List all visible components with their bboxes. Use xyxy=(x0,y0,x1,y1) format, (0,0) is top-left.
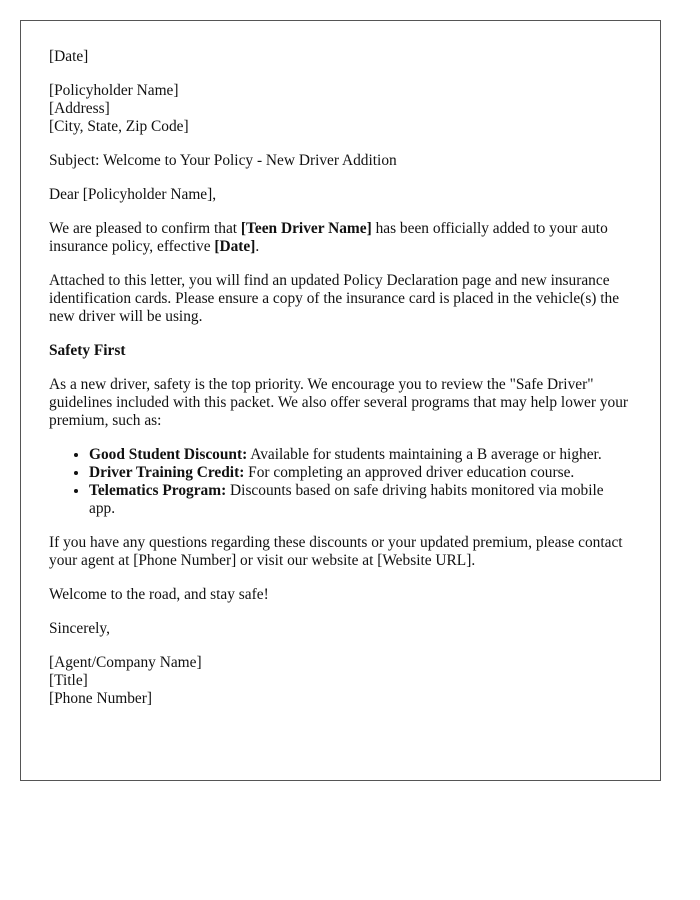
safety-heading: Safety First xyxy=(49,342,126,359)
contact-paragraph: If you have any questions regarding these discounts or your updated premium, please contact your agent at [Phone Number] or visit our website at [Website URL]. xyxy=(49,534,623,569)
signature-block xyxy=(49,654,632,708)
program-text: For completing an approved driver education course. xyxy=(244,464,575,481)
program-list-item xyxy=(89,464,632,482)
attachments-paragraph: Attached to this letter, you will find an updated Policy Declaration page and new insurance identification cards. Please ensure a copy of the insurance card is placed in the vehicle(s) the new driver will be using. xyxy=(49,272,620,325)
signature-title: [Title] xyxy=(49,672,88,689)
letter-subject: Subject: Welcome to Your Policy - New Driver Addition xyxy=(49,152,397,169)
para1-mid: has been officially added to your auto insurance policy, effective xyxy=(49,220,608,255)
teen-driver-name: [Teen Driver Name] xyxy=(240,220,372,237)
discount-programs-list xyxy=(49,446,632,518)
program-text: Discounts based on safe driving habits monitored via mobile app. xyxy=(89,482,604,517)
signoff: Sincerely, xyxy=(49,620,110,637)
program-text: Available for students maintaining a B average or higher. xyxy=(247,446,602,463)
program-list-item xyxy=(89,446,632,464)
signature-phone: [Phone Number] xyxy=(49,690,153,707)
effective-date: [Date] xyxy=(214,238,256,255)
recipient-city-state-zip: [City, State, Zip Code] xyxy=(49,118,189,135)
safety-paragraph: As a new driver, safety is the top priority. We encourage you to review the "Safe Driver" guidelines included with this packet. We also offer several programs that may help lower your premium, such as: xyxy=(49,376,629,429)
para1-post: . xyxy=(255,238,260,255)
program-label: Telematics Program: xyxy=(89,482,227,499)
letter-date: [Date] xyxy=(49,48,89,65)
para1-pre: We are pleased to confirm that xyxy=(49,220,241,237)
signature-name: [Agent/Company Name] xyxy=(49,654,202,671)
confirmation-paragraph xyxy=(49,220,632,256)
recipient-address-block xyxy=(49,82,632,136)
letter-document xyxy=(20,20,661,781)
program-label: Good Student Discount: xyxy=(89,446,248,463)
recipient-name: [Policyholder Name] xyxy=(49,82,179,99)
program-label: Driver Training Credit: xyxy=(89,464,245,481)
letter-salutation: Dear [Policyholder Name], xyxy=(49,186,217,203)
program-list-item xyxy=(89,482,632,518)
recipient-address: [Address] xyxy=(49,100,110,117)
closing-line: Welcome to the road, and stay safe! xyxy=(49,586,269,603)
